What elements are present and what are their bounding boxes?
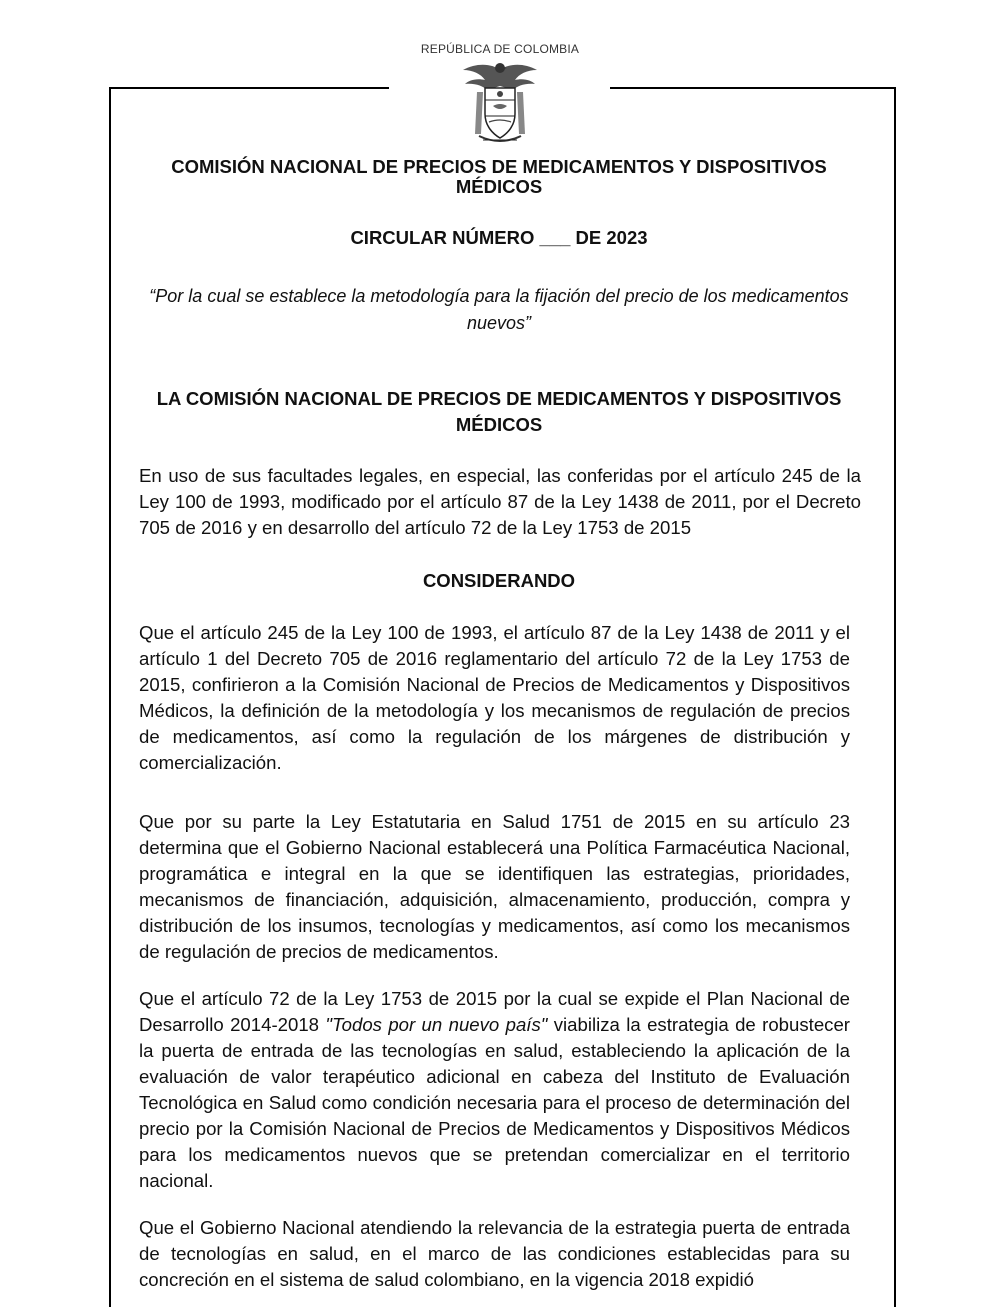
considerando-paragraph-1: Que el artículo 245 de la Ley 100 de 1993, el artículo 87 de la Ley 1438 de 2011 y el artículo 1 del Decreto 705 de 2016 reglamentario del artículo 72 de la Ley 1753 de 2015, confirieron a la Comisión Nacional de Precios de Medicamentos y Dispositivos Médicos, la definición de la metodología y los mecanismos de regulación de precios de medicamentos, así como la regulación de los márgenes de distribución y comercialización. (139, 622, 850, 773)
issuer-heading: LA COMISIÓN NACIONAL DE PRECIOS DE MEDICAMENTOS Y DISPOSITIVOS MÉDICOS (156, 388, 842, 435)
frame-top-left-line (109, 87, 389, 89)
legal-basis-paragraph: En uso de sus facultades legales, en especial, las conferidas por el artículo 245 de la Ley 100 de 1993, modificado por el artículo 87 de la Ley 1438 de 2011, por el Decreto 705 de 2016 y en desarrollo del artículo 72 de la Ley 1753 de 2015 (139, 465, 861, 538)
circular-number: CIRCULAR NÚMERO ___ DE 2023 (350, 227, 648, 248)
considerando-paragraph-3 (139, 986, 850, 1194)
frame-left-line (109, 87, 111, 1307)
considerando-paragraph-4: Que el Gobierno Nacional atendiendo la relevancia de la estrategia puerta de entrada de tecnologías en salud, en el marco de las condiciones establecidas para su concreción en el sistema de salud colombiano, en la vigencia 2018 expidió (139, 1217, 850, 1290)
considerando-heading: CONSIDERANDO (422, 570, 576, 591)
paragraph-3-after: viabiliza la estrategia de robustecer la puerta de entrada de las tecnologías en salud, estableciendo la aplicación de la evaluación de valor terapéutico adicional en cabeza del Instituto de Evaluación Tecnológica en Salud como condición necesaria para el proceso de determinación del precio por la Comisión Nacional de Precios de Medicamentos y Dispositivos Médicos para los medicamentos nuevos que se pretendan comercializar en el territorio nacional. (139, 1014, 850, 1191)
paragraph-3-before: Que el artículo 72 de la Ley 1753 de 2015 por la cual se expide el Plan Nacional de Desarrollo 2014-2018 (139, 988, 850, 1035)
coat-of-arms-icon (455, 56, 545, 146)
circular-subject: “Por la cual se establece la metodología para la fijación del precio de los medicamentos nuevos” (149, 286, 849, 333)
commission-title: COMISIÓN NACIONAL DE PRECIOS DE MEDICAMENTOS Y DISPOSITIVOS MÉDICOS (171, 156, 827, 197)
plan-name-quote: "Todos por un nuevo país" (325, 1014, 548, 1035)
considerando-paragraph-2: Que por su parte la Ley Estatutaria en Salud 1751 de 2015 en su artículo 23 determina que el Gobierno Nacional establecerá una Política Farmacéutica Nacional, programática e integral en la que se identifiquen las estrategias, prioridades, mecanismos de financiación, adquisición, almacenamiento, producción, compra y distribución de los insumos, tecnologías y medicamentos, así como los mecanismos de regulación de precios de medicamentos. (139, 811, 850, 962)
frame-top-right-line (610, 87, 896, 89)
country-header: REPÚBLICA DE COLOMBIA (420, 42, 580, 56)
frame-right-line (894, 87, 896, 1307)
